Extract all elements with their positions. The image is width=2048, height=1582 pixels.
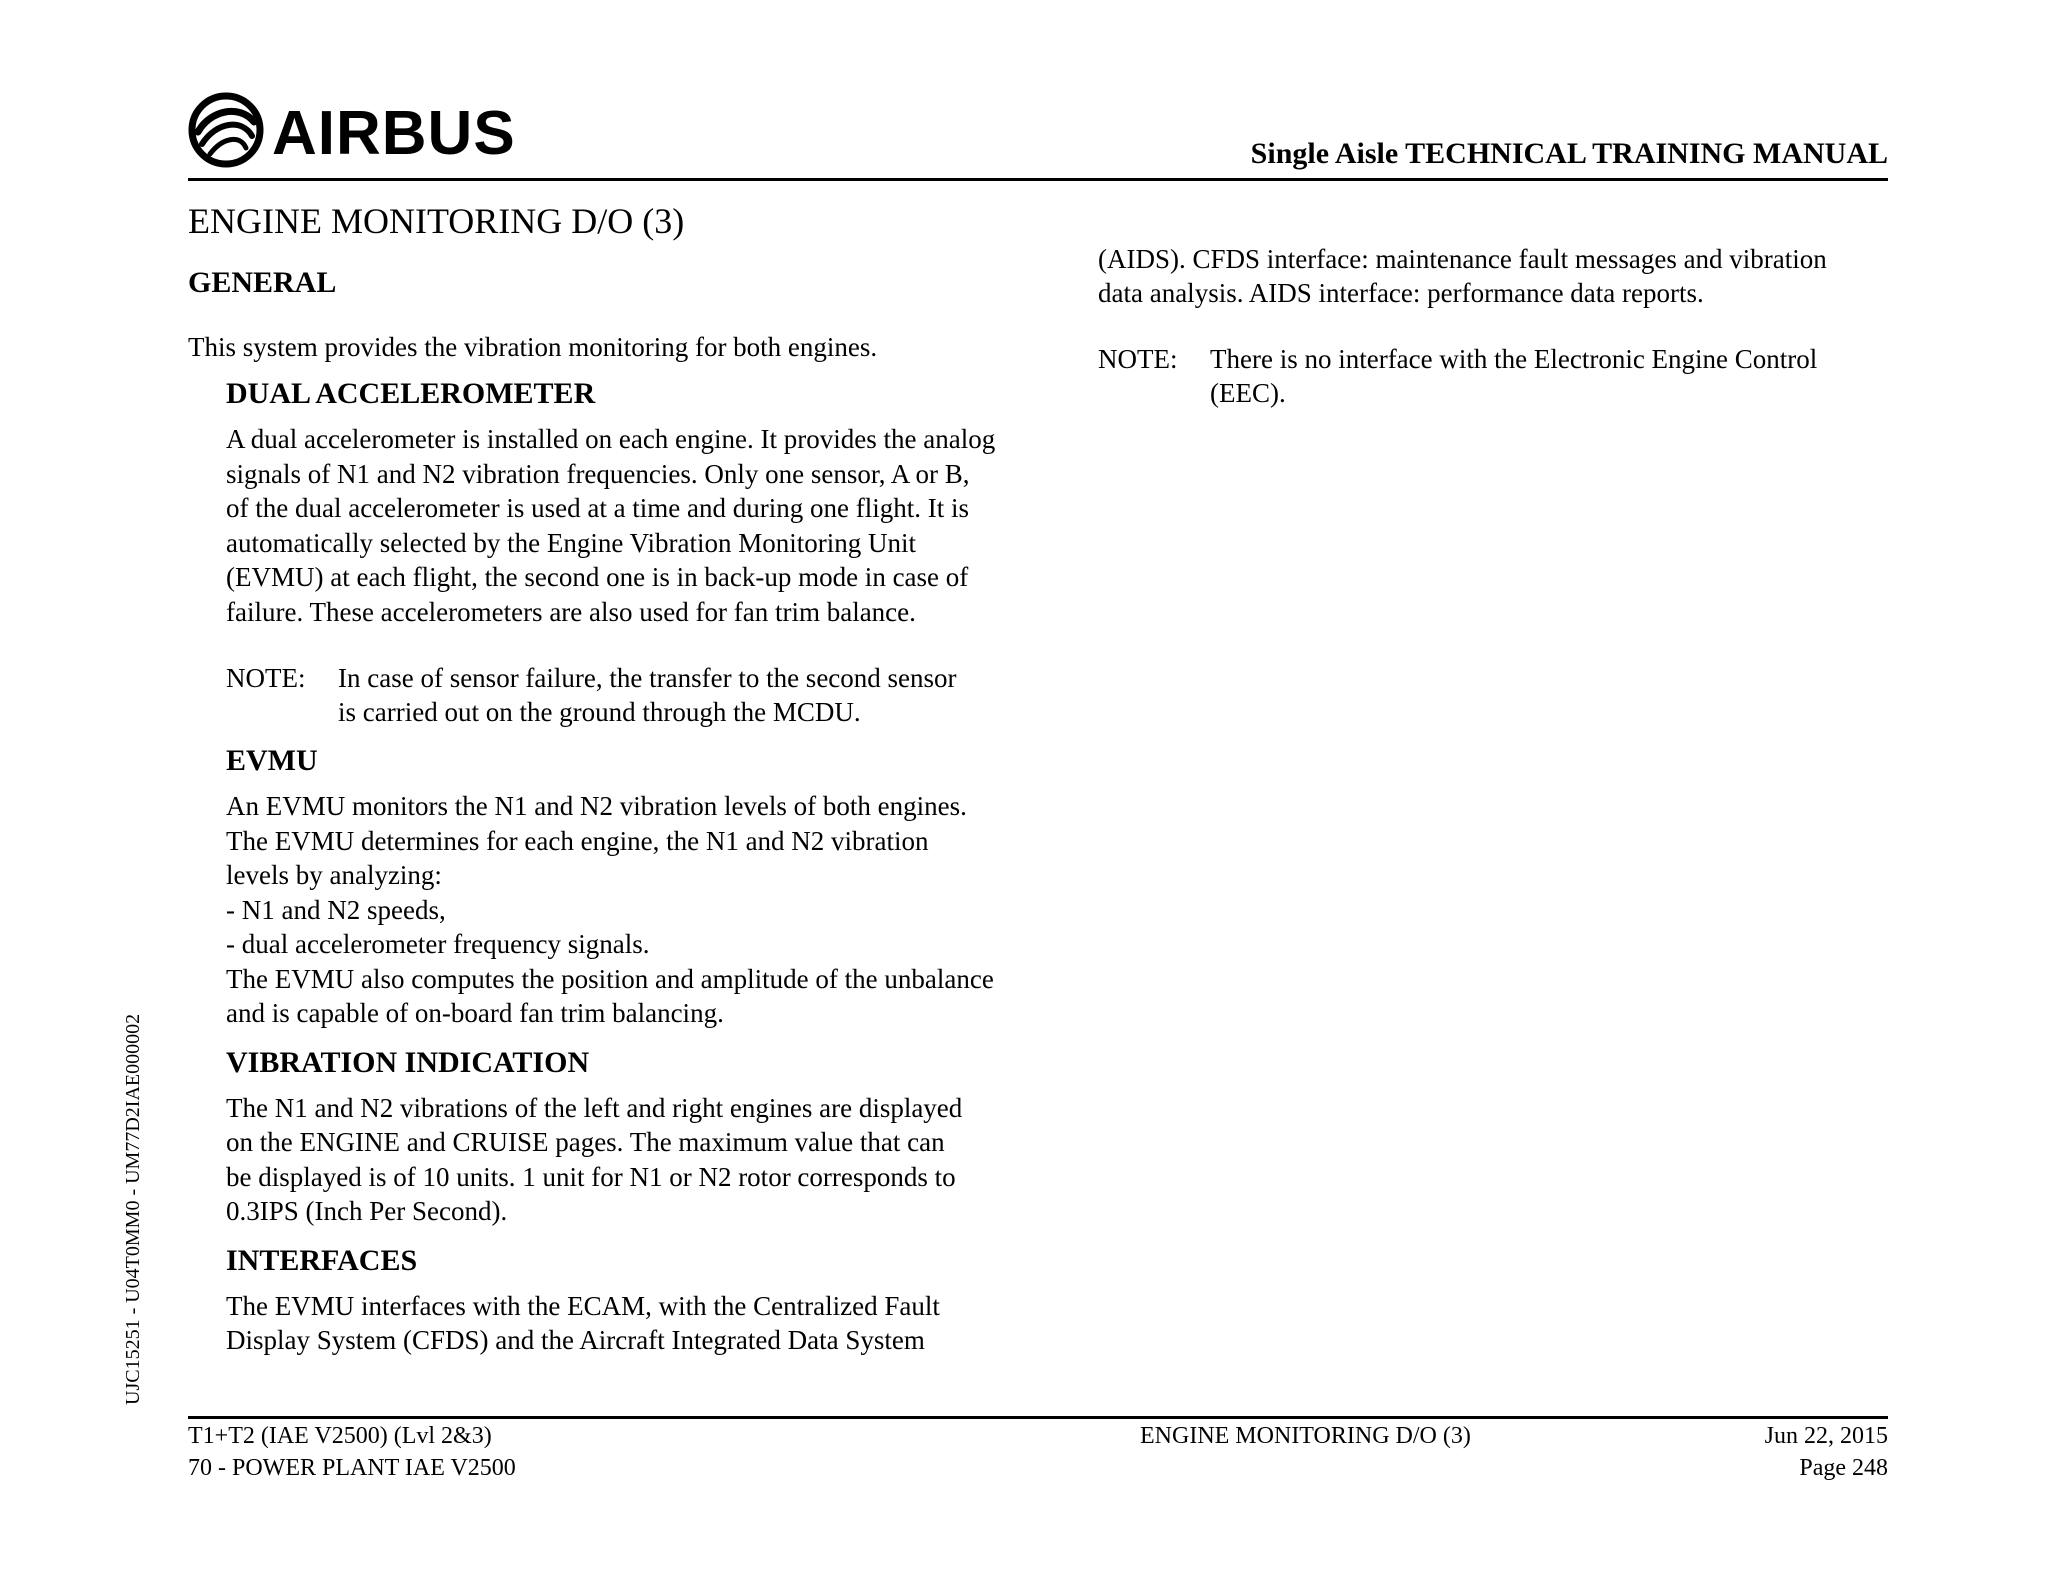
footer-divider: [188, 1416, 1888, 1419]
text-line: The EVMU also computes the position and amplitude of the unbalance: [226, 963, 994, 994]
footer-page-number: Page 248: [1799, 1455, 1888, 1481]
evmu-heading: EVMU: [226, 744, 318, 777]
text-line: A dual accelerometer is installed on each engine. It provides the analog: [226, 424, 996, 454]
text-line: and is capable of on-board fan trim balancing.: [226, 998, 724, 1028]
text-line: data analysis. AIDS interface: performance data reports.: [1098, 278, 1704, 308]
dual-accelerometer-text: [226, 422, 1028, 629]
text-line: - dual accelerometer frequency signals.: [226, 929, 650, 959]
sensor-failure-note: [226, 661, 1028, 729]
note-text: [1210, 342, 1888, 410]
manual-title: Single Aisle TECHNICAL TRAINING MANUAL: [1250, 137, 1888, 170]
text-line: on the ENGINE and CRUISE pages. The maximum value that can: [226, 1127, 945, 1157]
interfaces-heading: INTERFACES: [226, 1243, 418, 1277]
general-text: This system provides the vibration monitoring for both engines.: [188, 332, 878, 362]
page-title: ENGINE MONITORING D/O (3): [188, 201, 685, 241]
text-line: Display System (CFDS) and the Aircraft Integrated Data System: [226, 1325, 925, 1355]
dual-accelerometer-heading: DUAL ACCELEROMETER: [226, 377, 596, 410]
text-line: failure. These accelerometers are also used for fan trim balance.: [226, 596, 916, 627]
interfaces-section: [226, 1243, 1028, 1358]
text-line: In case of sensor failure, the transfer to the second sensor: [338, 663, 957, 693]
footer-left: [188, 1420, 516, 1484]
eec-note: [1098, 342, 1888, 410]
vibration-indication-section: [226, 1045, 1028, 1229]
right-column: [1098, 242, 1888, 410]
airbus-logo: [188, 92, 548, 166]
footer-date: Jun 22, 2015: [1764, 1423, 1888, 1449]
text-line: 0.3IPS (Inch Per Second).: [226, 1196, 508, 1226]
text-line: levels by analyzing:: [226, 860, 442, 890]
footer-course: T1+T2 (IAE V2500) (Lvl 2&3): [188, 1423, 492, 1449]
header-divider: [188, 178, 1888, 181]
text-line: signals of N1 and N2 vibration frequencies. Only one sensor, A or B,: [226, 458, 970, 489]
text-line: The EVMU determines for each engine, the N1 and N2 vibration: [226, 825, 929, 856]
text-line: be displayed is of 10 units. 1 unit for N1 or N2 rotor corresponds to: [226, 1161, 956, 1192]
text-line: (EEC).: [1210, 378, 1286, 408]
note-text: [338, 661, 1028, 729]
text-line: is carried out on the ground through the MCDU.: [338, 697, 861, 727]
vibration-indication-heading: VIBRATION INDICATION: [226, 1045, 590, 1079]
footer-right: [1765, 1420, 1888, 1484]
text-line: There is no interface with the Electronic Engine Control: [1210, 344, 1818, 374]
text-line: - N1 and N2 speeds,: [226, 894, 446, 925]
text-line: An EVMU monitors the N1 and N2 vibration levels of both engines.: [226, 791, 967, 821]
text-line: (EVMU) at each flight, the second one is in back-up mode in case of: [226, 562, 969, 592]
vibration-indication-text: [226, 1091, 1028, 1229]
airbus-logo-graphic: [188, 92, 548, 168]
text-line: of the dual accelerometer is used at a time and during one flight. It is: [226, 493, 970, 523]
dual-accelerometer-section: [226, 376, 1028, 729]
evmu-section: [226, 743, 1028, 1031]
logo-wordmark: AIRBUS: [272, 99, 516, 168]
note-label: NOTE:: [226, 663, 306, 693]
footer-center-title: ENGINE MONITORING D/O (3): [1140, 1423, 1471, 1449]
interfaces-text: [226, 1289, 1028, 1358]
text-line: automatically selected by the Engine Vibration Monitoring Unit: [226, 527, 916, 558]
document-code: UJC15251 - U04T0MM0 - UM77D2IAE000002: [122, 1013, 144, 1405]
footer-chapter: 70 - POWER PLANT IAE V2500: [188, 1455, 516, 1481]
evmu-text: [226, 789, 1028, 1031]
general-heading: GENERAL: [188, 266, 337, 299]
text-line: (AIDS). CFDS interface: maintenance fault messages and vibration: [1098, 244, 1827, 274]
left-column: [188, 190, 1028, 1358]
note-label: NOTE:: [1098, 344, 1178, 374]
interfaces-continued-text: [1098, 242, 1888, 310]
text-line: The N1 and N2 vibrations of the left and right engines are displayed: [226, 1092, 963, 1123]
text-line: The EVMU interfaces with the ECAM, with the Centralized Fault: [226, 1290, 940, 1321]
